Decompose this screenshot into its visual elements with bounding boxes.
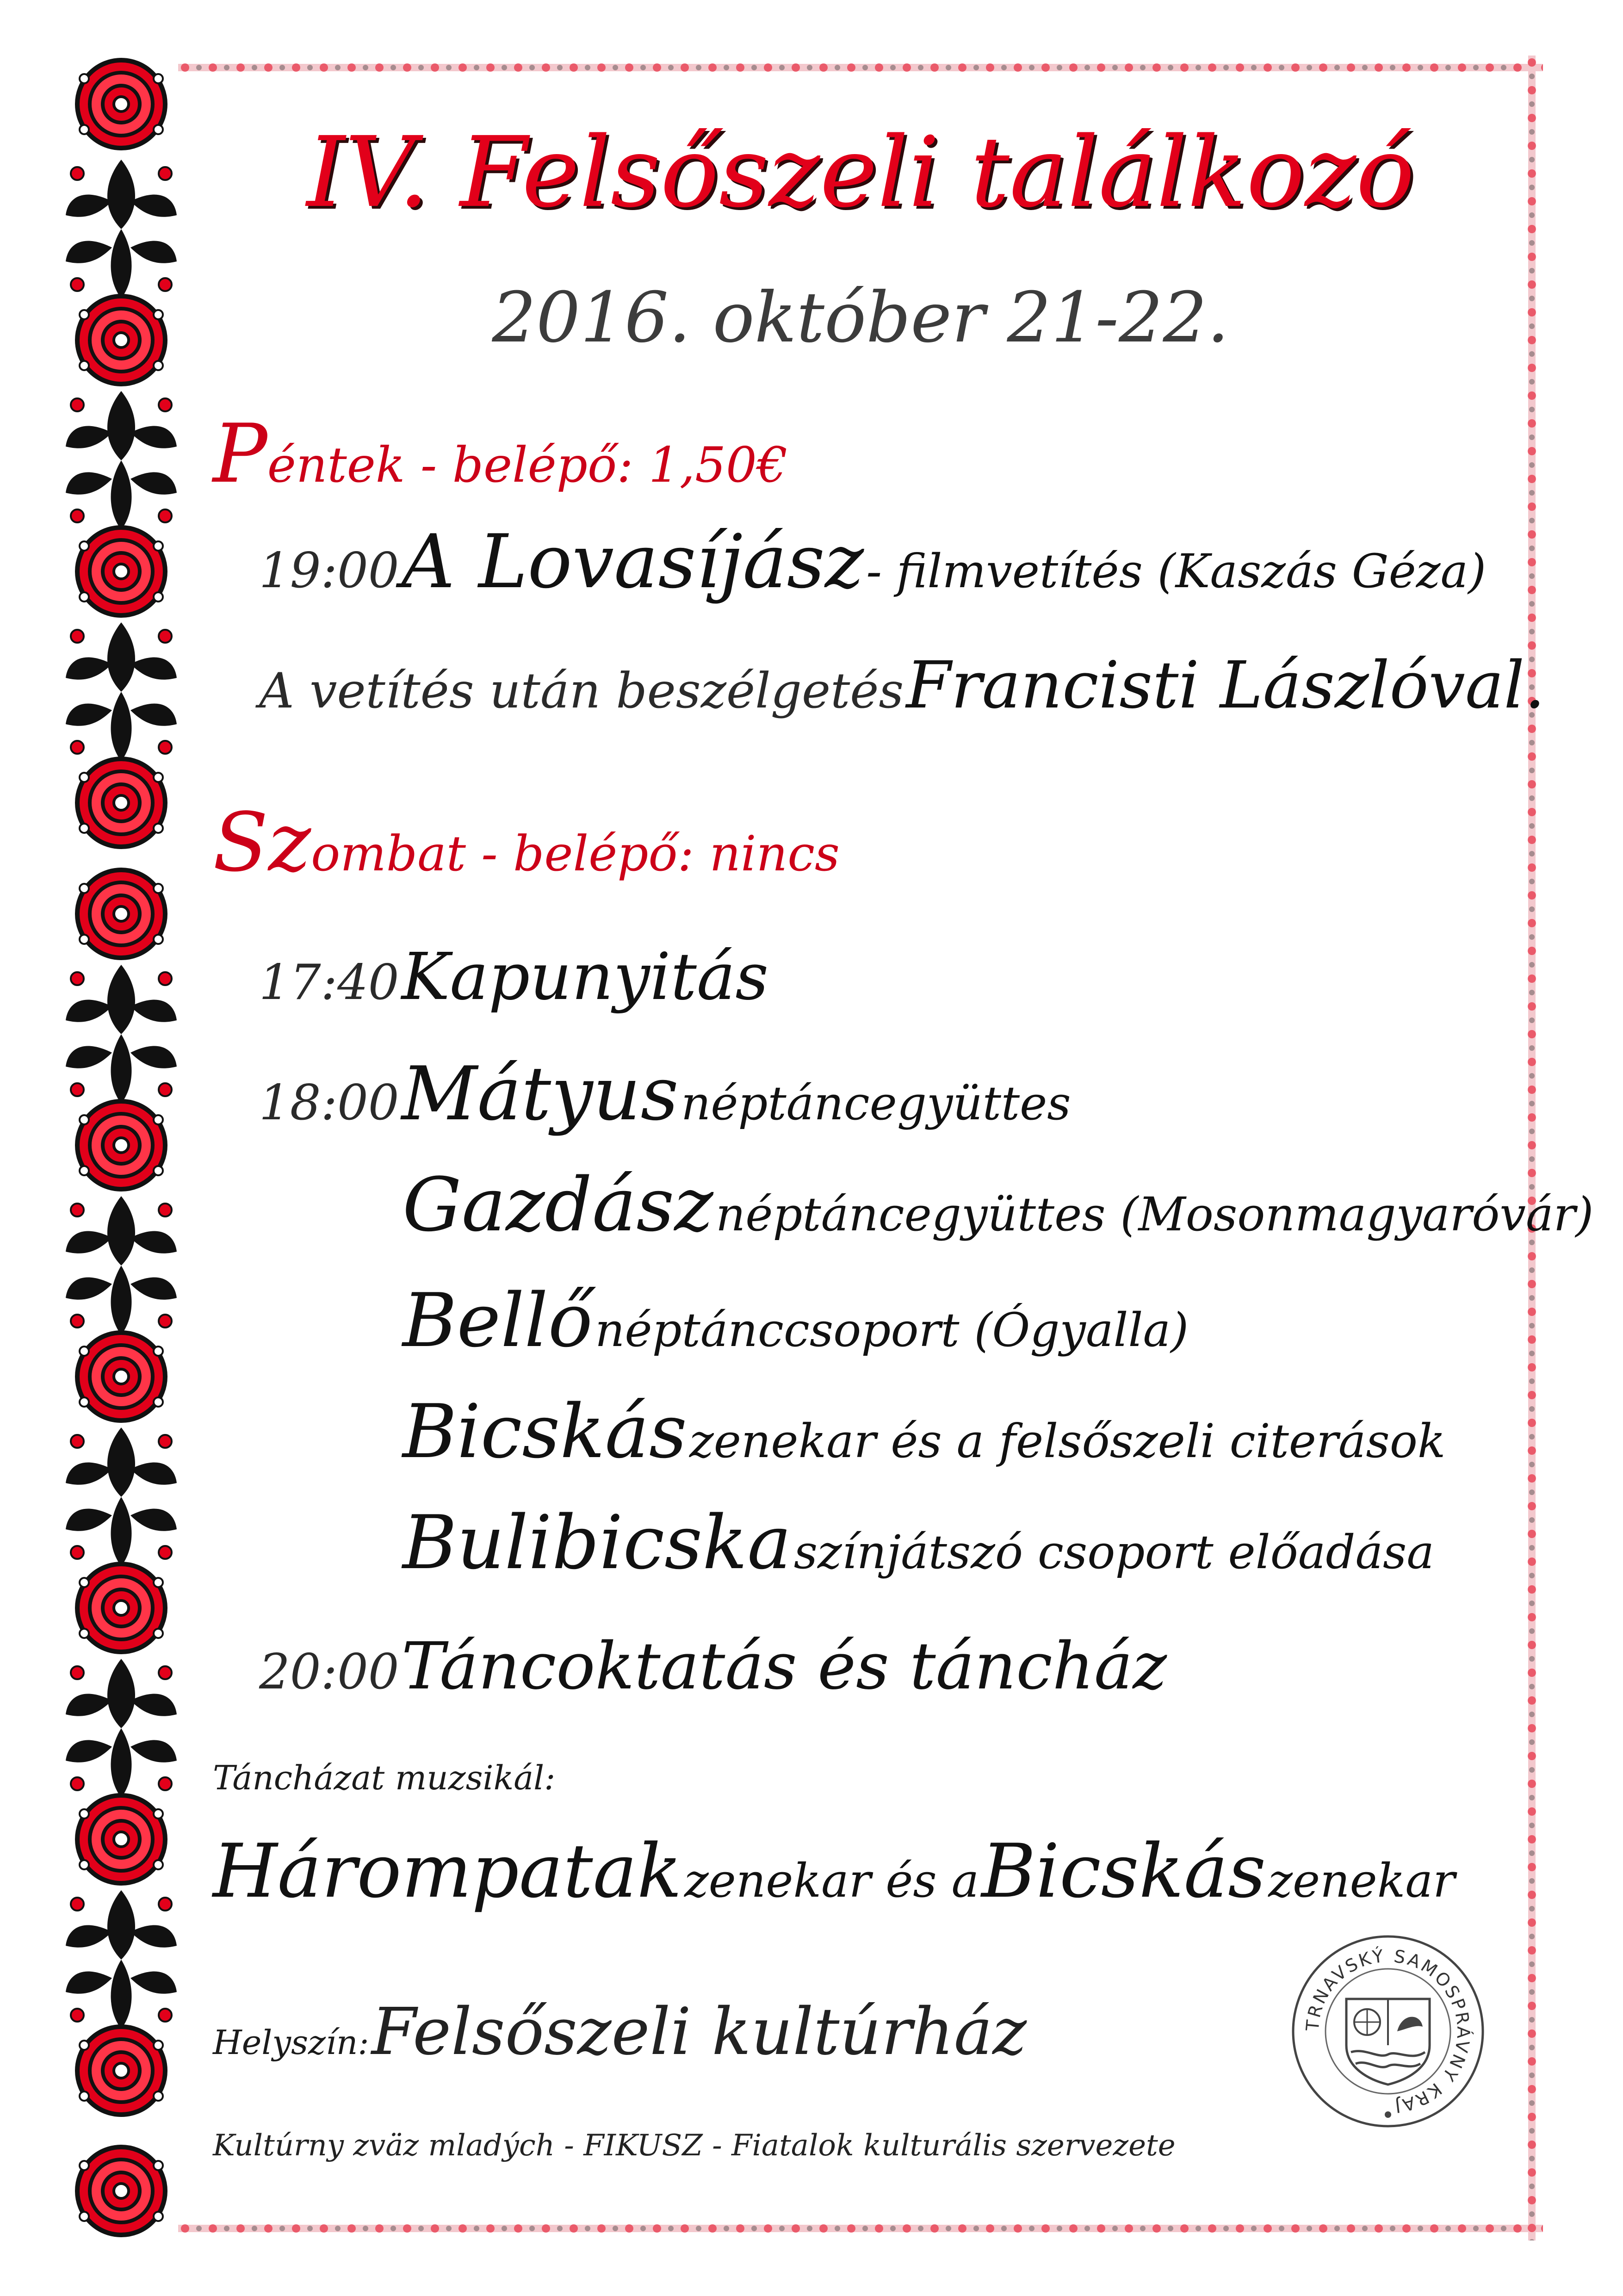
event-desc: - filmvetítés (Kaszás Géza) (866, 544, 1487, 598)
venue-name: Felsőszeli kultúrház (371, 1994, 1027, 2070)
friday-after-row (259, 648, 1545, 723)
event-desc: néptánccsoport (Ógyalla) (595, 1303, 1189, 1357)
event-date: 2016. október 21-22. (492, 278, 1229, 358)
event-name: Bicskás (403, 1388, 687, 1475)
saturday-event-row (259, 1050, 1071, 1137)
venue-label: Helyszín: (213, 2023, 369, 2062)
saturday-initial: Sz (213, 796, 311, 890)
music-label: Táncházat muzsikál: (213, 1758, 556, 1797)
saturday-rest: ombat (311, 825, 466, 882)
venue-line (213, 1994, 1027, 2070)
friday-heading (213, 407, 788, 501)
saturday-event-row (403, 1499, 1434, 1586)
event-name: A Lovasíjász (401, 518, 864, 605)
saturday-event-row (403, 1388, 1446, 1475)
top-border-pattern (178, 56, 1543, 80)
music-end: zenekar (1268, 1854, 1455, 1908)
friday-event-row (259, 518, 1486, 605)
folk-ornament-band (62, 53, 180, 2249)
event-desc: néptáncegyüttes (681, 1076, 1071, 1130)
band-2: Bicskás (981, 1828, 1266, 1914)
event-name: Bellő (403, 1277, 593, 1364)
seal-text: TRNAVSKÝ SAMOSPRÁVNY KRAJ (1302, 1945, 1474, 2117)
bottom-border-pattern (178, 2216, 1543, 2240)
after-text: A vetítés után beszélgetés (259, 663, 904, 719)
event-desc: zenekar és a felsőszeli citerások (689, 1414, 1446, 1468)
event-desc: néptáncegyüttes (Mosonmagyaróvár) (715, 1187, 1594, 1241)
event-time: 19:00 (259, 542, 399, 599)
regional-seal-emblem (1286, 1930, 1490, 2133)
event-desc: színjátszó csoport előadása (793, 1525, 1434, 1579)
event-name: Bulibicska (403, 1499, 792, 1586)
poster-title: IV. Felsőszeli találkozó (306, 116, 1415, 229)
organizer-footer: Kultúrny zväz mladých - FIKUSZ - Fiatalok kulturális szervezete (213, 2128, 1176, 2163)
saturday-event-row (403, 1277, 1189, 1364)
event-time: 17:40 (259, 954, 399, 1011)
friday-rest: éntek (267, 437, 405, 493)
music-conj: zenekar és a (684, 1854, 979, 1908)
saturday-heading (213, 796, 840, 890)
friday-initial: P (213, 407, 267, 501)
saturday-event-row (259, 1629, 1167, 1704)
event-name: Gazdász (403, 1161, 713, 1248)
band-1: Hárompatak (213, 1828, 682, 1914)
friday-entry: - belépő: 1,50€ (420, 437, 788, 493)
saturday-entry: - belépő: nincs (481, 825, 840, 882)
saturday-event-row (403, 1161, 1593, 1248)
event-time: 18:00 (259, 1074, 399, 1131)
right-border-pattern (1520, 56, 1544, 2240)
event-name: Kapunyitás (401, 939, 769, 1015)
after-name: Francisti Lászlóval. (906, 648, 1545, 723)
event-name: Táncoktatás és táncház (401, 1629, 1167, 1704)
saturday-event-row (259, 939, 768, 1015)
music-line (213, 1828, 1455, 1914)
event-name: Mátyus (401, 1050, 679, 1137)
event-time: 20:00 (259, 1644, 399, 1700)
